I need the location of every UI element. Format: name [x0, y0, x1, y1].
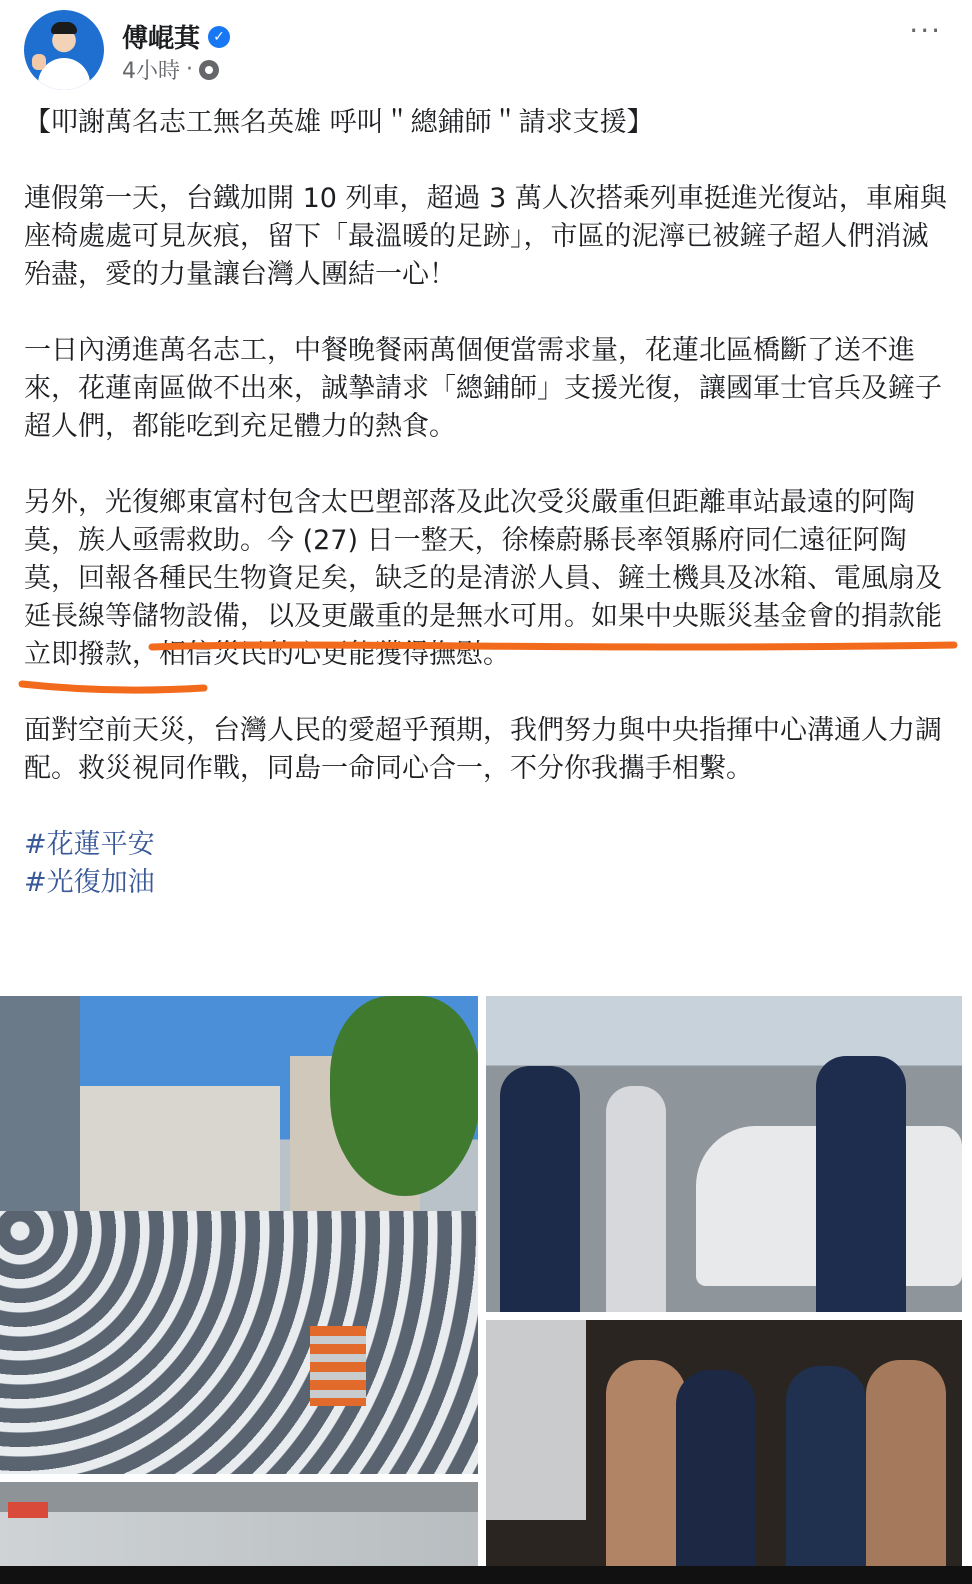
photo-person [606, 1086, 666, 1312]
photo-rail [0, 1482, 478, 1512]
author-name-row[interactable] [122, 18, 230, 55]
author-name[interactable]: 傅崐萁 [122, 24, 201, 54]
avatar-hair [51, 22, 77, 34]
photo-person [606, 1360, 686, 1584]
post-paragraph-2: 一日內湧進萬名志工，中餐晚餐兩萬個便當需求量，花蓮北區橋斷了送不進來，花蓮南區做不出來，誠摯請求「總鋪師」支援光復，讓國軍士官兵及鏟子超人們，都能吃到充足體力的熱食。 [24, 335, 942, 442]
hashtags [24, 826, 948, 902]
photo-safety-vest [310, 1326, 366, 1406]
underline-stroke-2 [18, 678, 208, 694]
photo-person [500, 1066, 580, 1312]
bottom-bar [0, 1566, 972, 1584]
hashtag-link[interactable]: #花蓮平安 [24, 829, 155, 860]
photo-crowd [0, 1211, 478, 1474]
photo-building [0, 996, 80, 1236]
meta-separator: · [186, 57, 193, 82]
post-meta [122, 54, 219, 85]
photo-tree [330, 996, 478, 1196]
post-body [24, 104, 948, 902]
privacy-gear-icon [199, 60, 219, 80]
highlighted-sentence: 如果中央賑災基金會的捐款能立即撥款，相信災民的心更能獲得撫慰。 [24, 601, 942, 670]
photo-person [866, 1360, 946, 1584]
avatar-fist [32, 54, 46, 70]
photo-volunteers-street[interactable] [486, 996, 962, 1312]
photo-person [816, 1056, 906, 1312]
verified-badge-icon: ✓ [208, 26, 230, 48]
post-paragraph-1: 連假第一天，台鐵加開 10 列車，超過 3 萬人次搭乘列車挺進光復站，車廂與座椅處處可見灰痕，留下「最溫暖的足跡」，市區的泥濘已被鏟子超人們消滅殆盡，愛的力量讓台灣人團結一心！ [24, 183, 947, 290]
avatar[interactable] [24, 10, 104, 90]
photo-sign [8, 1502, 48, 1518]
post-paragraph-3-text: 另外，光復鄉東富村包含太巴塱部落及此次受災嚴重但距離車站最遠的阿陶莫，族人亟需救助。今 (27) 日一整天，徐榛蔚縣長率領縣府同仁遠征阿陶莫，回報各種民生物資足矣，缺乏的是清淤人員、鏟土機具及冰箱、電風扇及延長線等儲物設備，以及更嚴重的是無水可用。 [24, 487, 942, 632]
photo-volunteer-crowd[interactable] [0, 996, 478, 1474]
photo-night-visit[interactable] [486, 1320, 962, 1584]
photo-person [676, 1370, 756, 1584]
photo-person [786, 1366, 866, 1584]
hashtag-link[interactable]: #光復加油 [24, 867, 155, 898]
post-paragraph-4: 面對空前天災，台灣人民的愛超乎預期，我們努力與中央指揮中心溝通人力調配。救災視同作戰，同島一命同心合一，不分你我攜手相繫。 [24, 715, 942, 784]
photo-truck [486, 1320, 586, 1520]
post-paragraph-3 [24, 484, 948, 674]
post-header [24, 10, 948, 94]
photo-grid [0, 996, 972, 1584]
more-options-button[interactable]: ··· [909, 14, 942, 47]
post-time[interactable]: 4小時 [122, 59, 180, 84]
underline-stroke-1 [148, 639, 958, 653]
post-title: 【叩謝萬名志工無名英雄 呼叫＂總鋪師＂請求支援】 [24, 107, 654, 138]
